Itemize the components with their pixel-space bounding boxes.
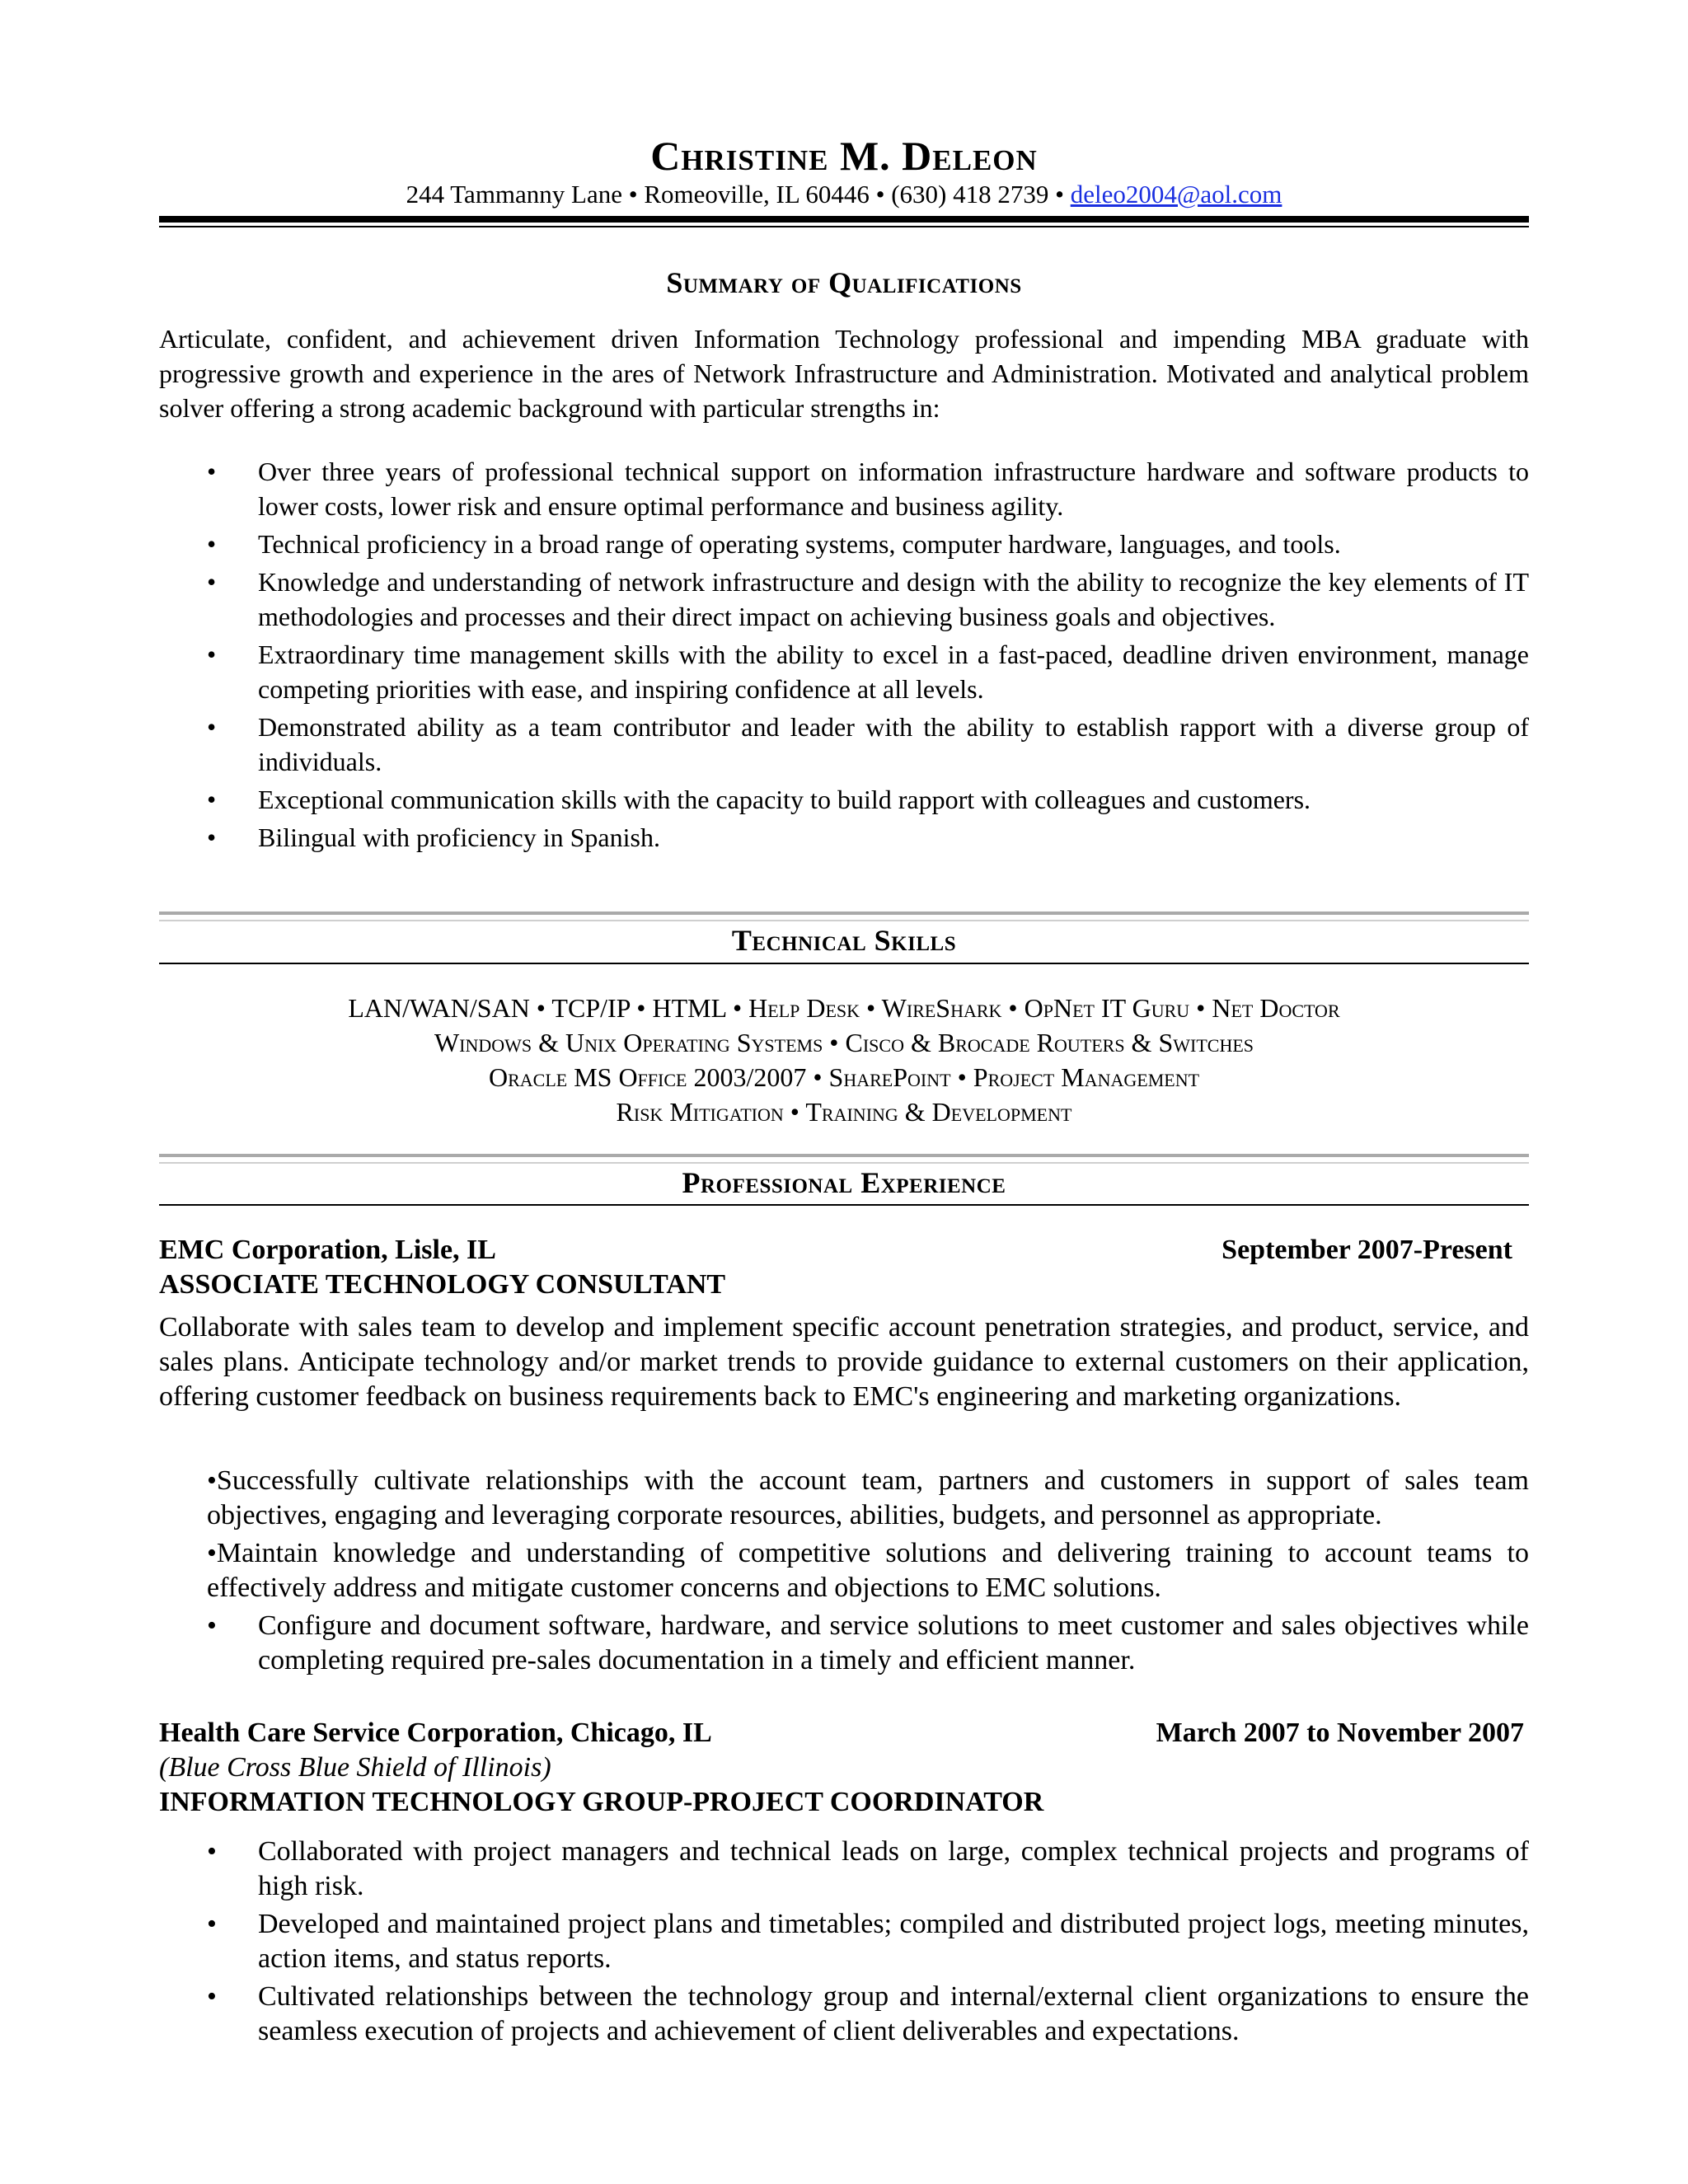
bullet-icon: • [207,457,217,486]
job-bullet-list [159,1464,1529,1681]
bullet-icon: • [207,1610,217,1641]
job-description: Collaborate with sales team to develop and implement specific account penetration strategies, and product, service, and sales plans. Anticipate technology and/or market trends to provide guidance to external customers on their application, offering customer feedback on business requirements back to EMC's engineering and marketing organizations. [159,1312,1529,1412]
email-link[interactable]: deleo2004@aol.com [1070,180,1282,209]
candidate-name: Christine M. Deleon [650,133,1038,179]
job-company: EMC Corporation, Lisle, IL [159,1235,496,1265]
skills-bottom-rule [159,963,1529,964]
list-item: • Demonstrated ability as a team contributor and leader with the ability to establish rapport with a diverse group of individuals. [159,710,1529,779]
skills-line: LAN/WAN/SAN • TCP/IP • HTML • Help Desk • WireShark • OpNet IT Guru • Net Doctor [348,993,1340,1023]
job-bullet-list [159,1835,1529,2052]
job-title: INFORMATION TECHNOLOGY GROUP-PROJECT COORDINATOR [159,1787,1044,1817]
skills-line: Oracle MS Office 2003/2007 • SharePoint • Project Management [488,1062,1200,1092]
list-item: • Knowledge and understanding of network infrastructure and design with the ability to recognize the key elements of IT methodologies and processes and their direct impact on achieving business goals and objectives. [159,565,1529,634]
list-item: •Maintain knowledge and understanding of competitive solutions and delivering training to account teams to effectively address and mitigate customer concerns and objections to EMC solutions. [207,1538,1529,1603]
list-item: • Cultivated relationships between the technology group and internal/external client organizations to ensure the seamless execution of projects and achievement of client deliverables and expectations. [207,1981,1529,2046]
experience-bottom-rule [159,1204,1529,1206]
list-item: •Successfully cultivate relationships with the account team, partners and customers in support of sales team objectives, engaging and leveraging corporate resources, abilities, budgets, and personnel as appropriate. [207,1465,1529,1530]
list-item: • Technical proficiency in a broad range of operating systems, computer hardware, languages, and tools. [159,527,1529,561]
job-dates: September 2007-Present [1221,1235,1512,1265]
list-item: • Extraordinary time management skills with the ability to excel in a fast-paced, deadline driven environment, manage competing priorities with ease, and inspiring confidence at all levels. [159,637,1529,706]
list-item: • Exceptional communication skills with the capacity to build rapport with colleagues and customers. [159,782,1529,817]
bullet-icon: • [207,1981,217,2012]
list-item: • Bilingual with proficiency in Spanish. [159,820,1529,855]
bullet-icon: • [207,567,217,597]
contact-details: 244 Tammanny Lane • Romeoville, IL 60446 • (630) 418 2739 • [406,180,1071,209]
summary-bullet-list [159,454,1529,858]
bullet-icon: • [207,712,217,742]
job-subtitle: (Blue Cross Blue Shield of Illinois) [159,1752,551,1783]
skills-top-rule [159,912,1529,921]
job-header [159,1716,1529,1750]
list-item: • Collaborated with project managers and technical leads on large, complex technical projects and programs of high risk. [207,1836,1529,1901]
bullet-icon: • [207,529,217,559]
bullet-icon: • [207,1836,217,1867]
job-header [159,1233,1529,1268]
skills-line: Windows & Unix Operating Systems • Cisco & Brocade Routers & Switches [434,1028,1254,1057]
bullet-icon: • [207,823,217,852]
summary-heading: Summary of Qualifications [666,266,1022,299]
skills-line: Risk Mitigation • Training & Development [616,1097,1072,1127]
header-rule-thin [159,226,1529,227]
bullet-icon: • [207,1909,217,1939]
list-item: • Configure and document software, hardware, and service solutions to meet customer and sales objectives while completing required pre-sales documentation in a timely and efficient manner. [207,1610,1529,1675]
job-company: Health Care Service Corporation, Chicago, IL [159,1718,712,1748]
experience-heading: Professional Experience [682,1166,1006,1199]
job-dates: March 2007 to November 2007 [1156,1718,1524,1748]
skills-heading: Technical Skills [731,924,957,957]
list-item: • Developed and maintained project plans and timetables; compiled and distributed project logs, meeting minutes, action items, and status reports. [207,1909,1529,1974]
list-item: • Over three years of professional technical support on information infrastructure hardware and software products to lower costs, lower risk and ensure optimal performance and business agility. [159,454,1529,523]
summary-intro: Articulate, confident, and achievement driven Information Technology professional and impending MBA graduate with progressive growth and experience in the ares of Network Infrastructure and Administration. Motivated and analytical problem solver offering a strong academic background with particular strengths in: [159,324,1529,423]
contact-line [159,180,1529,209]
header-rule-thick [159,216,1529,223]
experience-top-rule [159,1154,1529,1164]
skills-block [159,991,1529,1129]
job-title: ASSOCIATE TECHNOLOGY CONSULTANT [159,1269,726,1300]
bullet-icon: • [207,640,217,669]
bullet-icon: • [207,785,217,814]
